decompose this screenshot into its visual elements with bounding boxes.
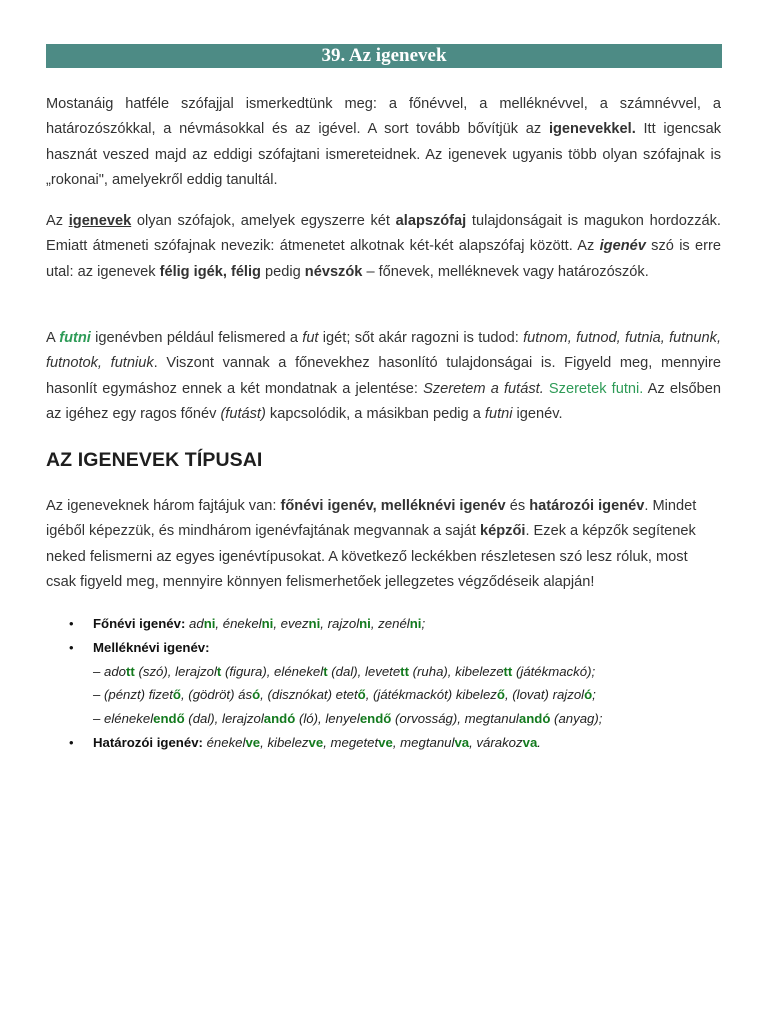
green-example: Szeretek futni.: [548, 380, 644, 397]
suffix: ni: [261, 616, 274, 631]
suffix: ve: [308, 734, 324, 750]
example-words: adni, énekelni, evezni, rajzolni, zenélni;: [185, 616, 426, 631]
suffix: ó: [584, 687, 593, 703]
suffix: t: [323, 663, 328, 679]
suffix: va: [522, 734, 538, 750]
list-item-hatarozoi: [69, 731, 713, 755]
text-run: igenévben például felismered a: [90, 330, 303, 346]
list-item-label: Határozói igenév:: [93, 734, 203, 750]
bold-term: határozói igenév: [529, 498, 645, 514]
suffix: ő: [172, 687, 181, 703]
bold-term: képzői: [480, 523, 526, 540]
italic-example: Szeretem a futást.: [423, 380, 544, 397]
suffix: ve: [378, 734, 393, 750]
list-item-melleknevi: [69, 636, 713, 731]
suffix: tt: [400, 663, 409, 679]
suffix: andó: [518, 711, 551, 727]
suffix: tt: [503, 663, 513, 679]
suffix: ni: [308, 616, 321, 631]
italic-example: fut: [302, 330, 319, 346]
text-run: . Mindet igéből képezzük, és mindhárom igenévfajtának megvannak a saját: [46, 498, 697, 540]
suffix: endő: [153, 711, 185, 727]
text-run: kapcsolódik, a másikban pedig a: [265, 405, 485, 422]
example-line-future: – elénekelendő (dal), lerajzolandó (ló), lenyelendő (orvosság), megtanulandó (anyag);: [93, 711, 603, 727]
suffix: endő: [359, 711, 392, 727]
bold-italic-term: igenév: [599, 238, 646, 255]
bold-term: alapszófaj: [395, 213, 467, 229]
list-item-label: Főnévi igenév:: [93, 616, 186, 631]
example-line-past: – adott (szó), lerajzolt (figura), elénekelt (dal), levetett (ruha), kibelezett (játékmackó);: [93, 663, 596, 679]
example-line-present: – (pénzt) fizető, (gödröt) ásó, (disznókat) etető, (játékmackót) kibelező, (lovat) rajzoló;: [93, 687, 596, 703]
text-run: Itt igencsak hasznát veszed majd az eddigi szófajtani ismereteidnek. Az igenevek ugyanis több olyan szófajnak is „rokonai", amelyekről eddig tanultál.: [46, 121, 721, 188]
green-example: futni: [59, 330, 91, 346]
text-run: – főnevek, melléknevek vagy határozószók.: [362, 263, 649, 280]
suffix: va: [454, 734, 470, 750]
suffix: t: [216, 663, 222, 679]
text-run: olyan szófajok, amelyek egyszerre két: [131, 213, 396, 229]
bold-underlined-term: igenevek: [68, 213, 132, 229]
definition-paragraph: [46, 209, 721, 285]
text-run: . Viszont vannak a főnevekhez hasonlító tulajdonságai is. Figyeld meg, mennyire hasonlít egymáshoz ennek a két mondatnak a jelentése:: [46, 355, 721, 397]
lesson-title: 39. Az igenevek: [46, 44, 722, 68]
text-run: pedig: [260, 263, 305, 280]
bullet-icon: •: [69, 639, 74, 655]
italic-example: futni: [484, 405, 513, 422]
text-run: tulajdonságait is magukon hordozzák. Emiatt átmeneti szófajnak nevezik: átmenetet alkotnak két-két alapszófaj között. Az: [46, 213, 721, 255]
list-item-label: Melléknévi igenév:: [93, 639, 210, 655]
suffix: ő: [496, 687, 505, 703]
text-run: Az: [46, 213, 69, 229]
suffix: tt: [126, 663, 135, 679]
bullet-icon: •: [69, 616, 74, 631]
bold-term: főnévi igenév, melléknévi igenév: [280, 498, 506, 514]
example-words: énekelve, kibelezve, megetetve, megtanulva, várakozva.: [202, 734, 541, 750]
text-run: Az elsőben az igéhez egy ragos főnév: [46, 380, 721, 422]
suffix: ni: [409, 616, 422, 631]
text-run: Mostanáig hatféle szófajjal ismerkedtünk meg: a főnévvel, a melléknévvel, a számnévvel, a határozószókkal, a névmásokkal és az igével. A sort tovább bővítjük az: [46, 96, 721, 138]
text-run: igenév.: [512, 405, 563, 422]
types-paragraph: [46, 494, 721, 595]
text-run: . Ezek a képzők segítenek neked felismerni az egyes igenévtípusokat. A következő leckékben részletesen szó lesz róluk, most csak figyeld meg, mennyire könnyen felismerhetőek jellegzetes végződéseik alapján!: [46, 523, 696, 590]
suffix: andó: [263, 711, 296, 727]
example-paragraph: [46, 326, 721, 427]
suffix: ó: [252, 687, 261, 703]
italic-example: (futást): [220, 405, 266, 422]
igenev-types-list: [69, 612, 713, 755]
section-heading: AZ IGENEVEK TÍPUSAI: [46, 449, 263, 471]
suffix: ő: [357, 687, 366, 703]
text-run: A: [46, 330, 60, 346]
bullet-icon: •: [69, 734, 74, 750]
bold-term: igenevekkel.: [548, 121, 636, 138]
intro-paragraph: [46, 92, 721, 193]
suffix: ve: [245, 734, 261, 750]
suffix: ni: [203, 616, 216, 631]
text-run: szó is erre utal: az igenevek: [46, 238, 721, 280]
bold-term: félig igék, félig: [159, 263, 261, 280]
italic-example: futnom, futnod, futnia, futnunk, futnotok, futniuk: [46, 330, 721, 372]
text-run: és: [505, 498, 530, 514]
text-run: Az igeneveknek három fajtájuk van:: [46, 498, 281, 514]
bold-term: névszók: [304, 263, 363, 280]
suffix: ni: [359, 616, 371, 631]
text-run: igét; sőt akár ragozni is tudod:: [318, 330, 524, 346]
list-item-fonevi: [69, 612, 713, 636]
